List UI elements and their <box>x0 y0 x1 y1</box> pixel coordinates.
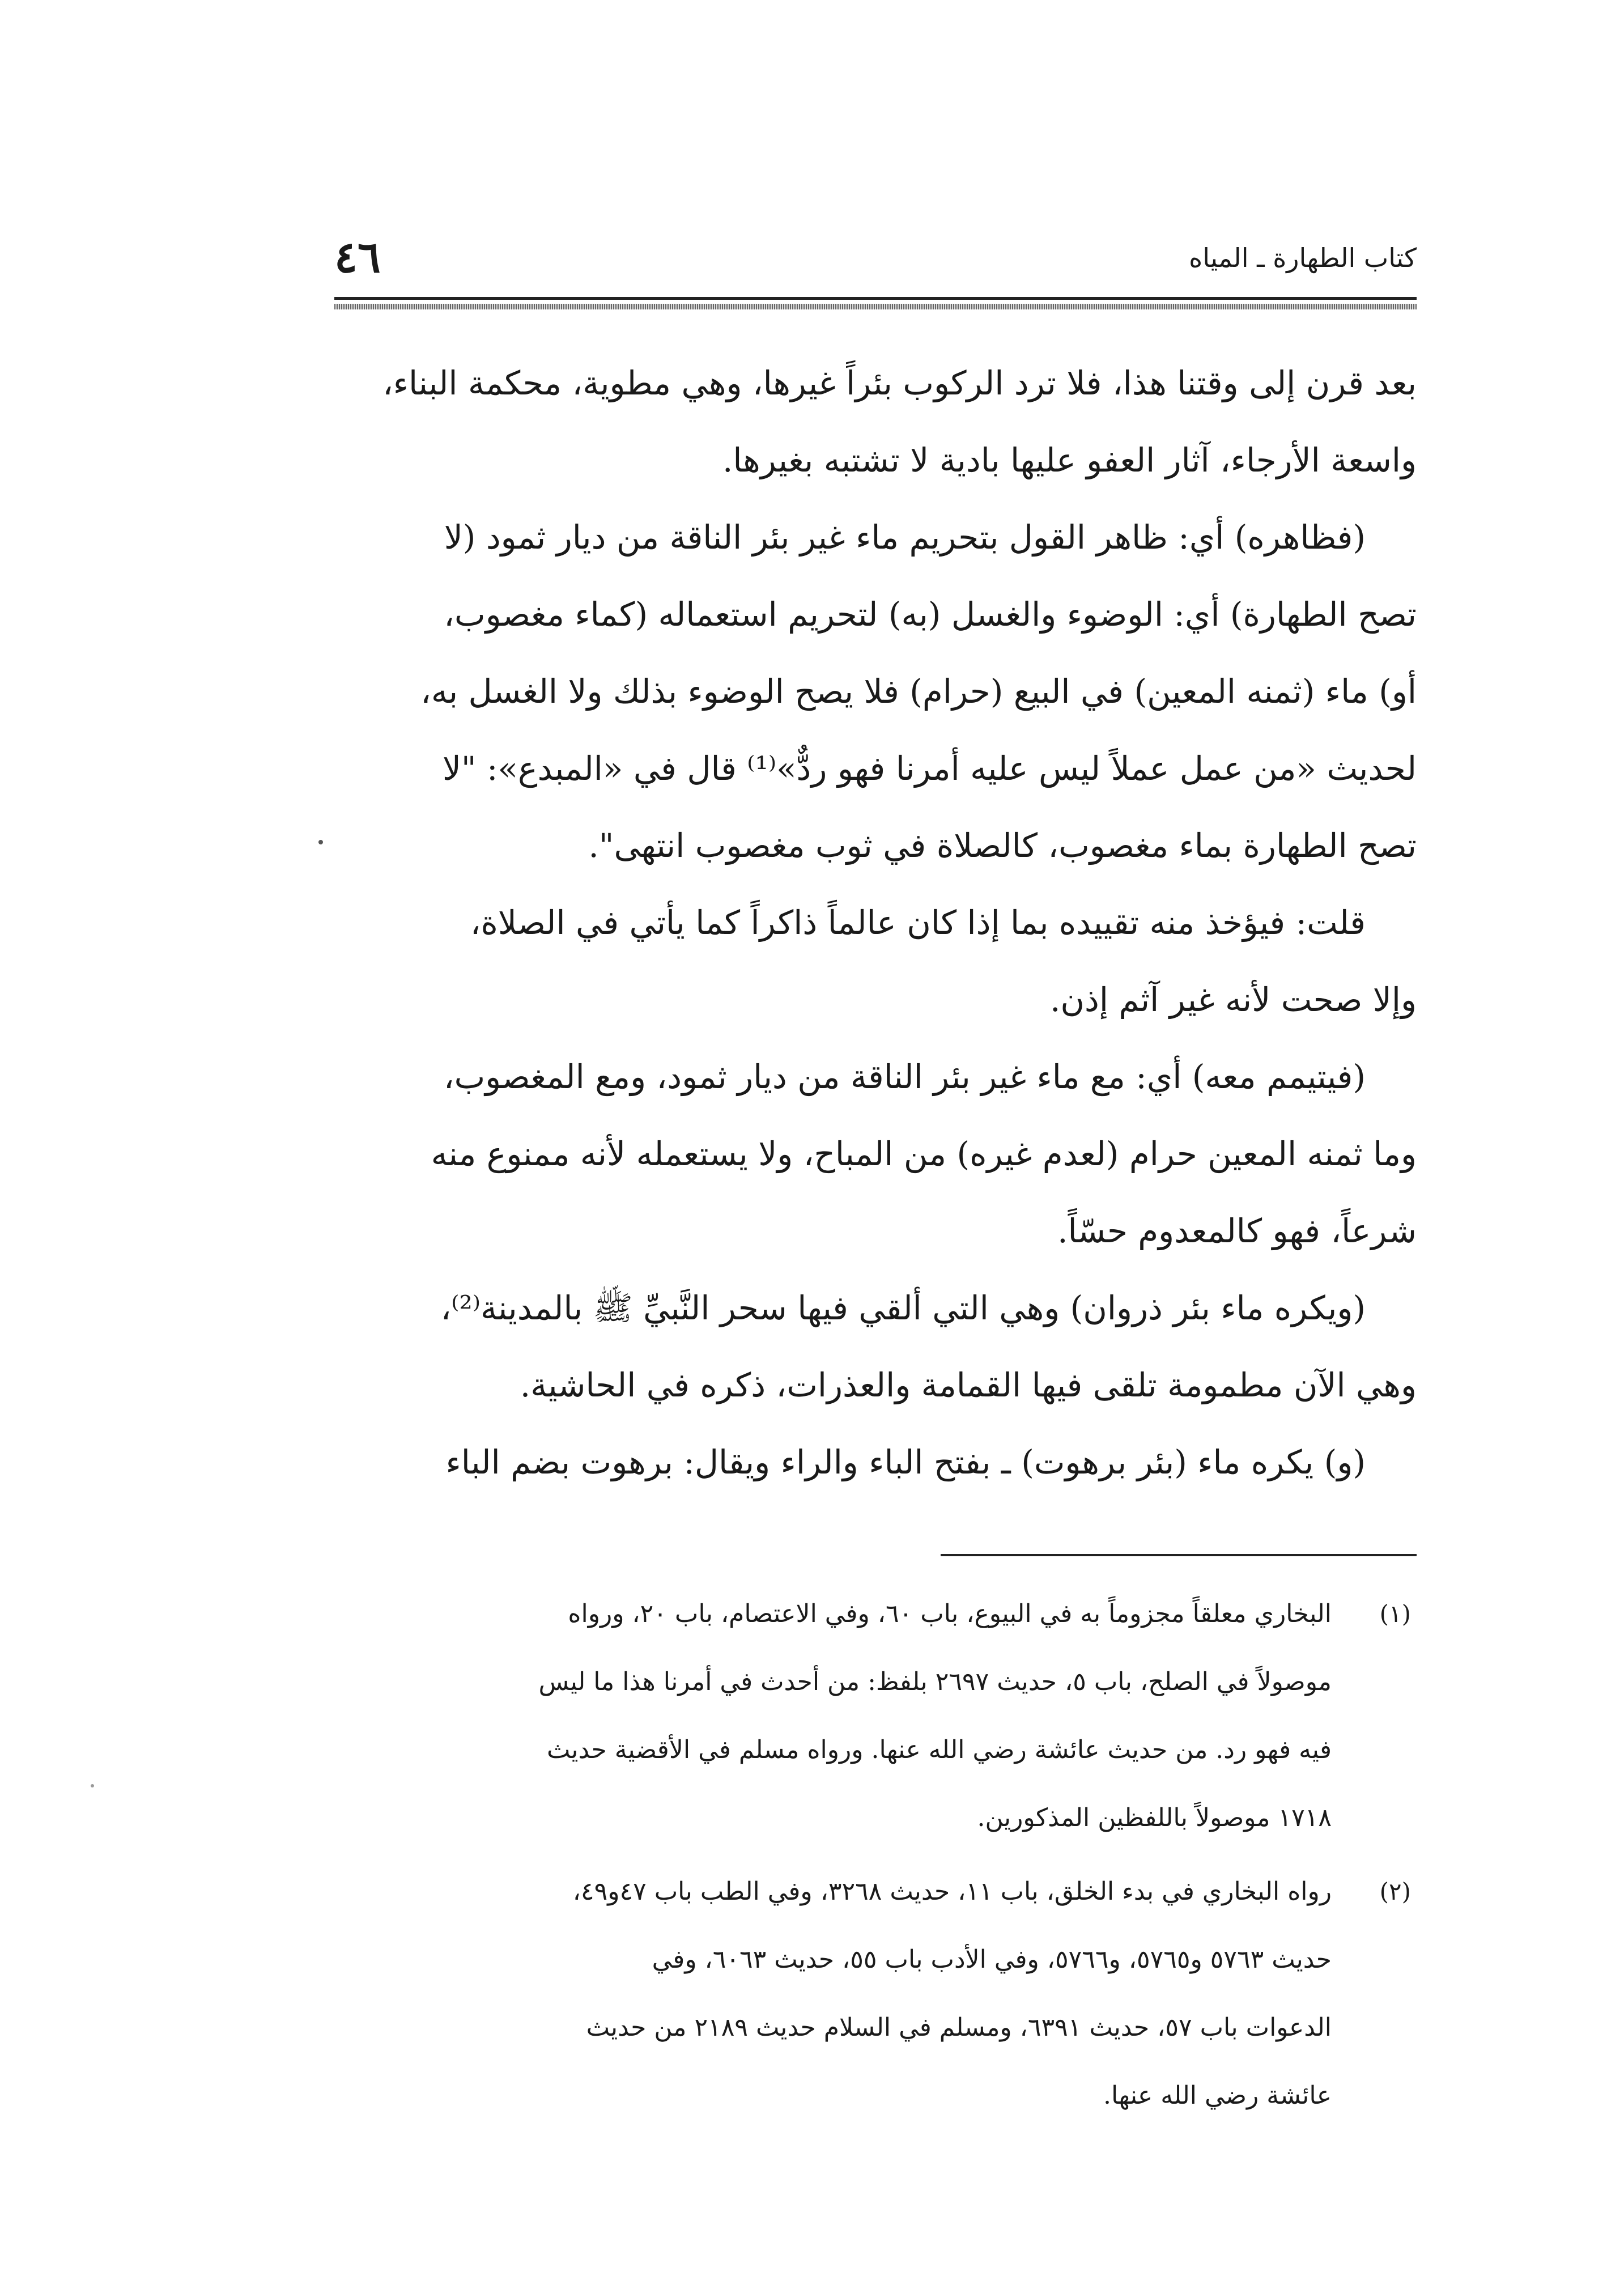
footnote-line: رواه البخاري في بدء الخلق، باب ١١، حديث ٣٢٦٨، وفي الطب باب ٤٧و٤٩، <box>572 1877 1332 1906</box>
footnote-number: (٢) <box>1379 1878 1411 1905</box>
scan-speck <box>318 840 323 844</box>
text-line: (و) يكره ماء (بئر برهوت) ـ بفتح الباء والراء ويقال: برهوت بضم الباء <box>445 1443 1366 1481</box>
text-line: قلت: فيؤخذ منه تقييده بما إذا كان عالماً ذاكراً كما يأتي في الصلاة، <box>470 903 1366 942</box>
page-header <box>334 227 1417 317</box>
text-line: وإلا صحت لأنه غير آثم إذن. <box>1049 980 1417 1019</box>
header-rule <box>334 297 1417 300</box>
text-line: وما ثمنه المعين حرام (لعدم غيره) من المباح، ولا يستعمله لأنه ممنوع منه <box>431 1135 1417 1173</box>
footnote-line: ١٧١٨ موصولاً باللفظين المذكورين. <box>977 1803 1332 1832</box>
text-line: (فيتيمم معه) أي: مع ماء غير بئر الناقة من ديار ثمود، ومع المغصوب، <box>443 1058 1366 1096</box>
footnote-line: عائشة رضي الله عنها. <box>1103 2081 1332 2110</box>
footnote-2 <box>334 1858 1417 2130</box>
header-rule-textured <box>334 304 1417 309</box>
text-line: واسعة الأرجاء، آثار العفو عليها بادية لا تشتبه بغيرها. <box>722 441 1417 479</box>
footnote-line: موصولاً في الصلح، باب ٥، حديث ٢٦٩٧ بلفظ: من أحدث في أمرنا هذا ما ليس <box>538 1667 1332 1696</box>
page-number: ٤٦ <box>334 232 381 282</box>
footnote-separator <box>941 1554 1417 1556</box>
footnote-line: حديث ٥٧٦٣ و٥٧٦٥، و٥٧٦٦، وفي الأدب باب ٥٥، حديث ٦٠٦٣، وفي <box>652 1945 1332 1974</box>
footnote-number: (١) <box>1379 1600 1411 1628</box>
text-line: (فظاهره) أي: ظاهر القول بتحريم ماء غير بئر الناقة من ديار ثمود (لا <box>444 518 1366 557</box>
footnote-line: فيه فهو رد. من حديث عائشة رضي الله عنها. ورواه مسلم في الأقضية حديث <box>547 1735 1332 1764</box>
footnote-1 <box>334 1580 1417 1852</box>
main-text <box>334 345 1417 1501</box>
text-line: شرعاً، فهو كالمعدوم حسّاً. <box>1057 1212 1417 1250</box>
text-line: (ويكره ماء بئر ذروان) وهي التي ألقي فيها سحر النَّبيِّ ﷺ بالمدينة⁽²⁾، <box>440 1289 1366 1327</box>
text-line: أو) ماء (ثمنه المعين) في البيع (حرام) فلا يصح الوضوء بذلك ولا الغسل به، <box>420 672 1417 711</box>
footnote-line: الدعوات باب ٥٧، حديث ٦٣٩١، ومسلم في السلام حديث ٢١٨٩ من حديث <box>586 2013 1332 2042</box>
scan-speck <box>91 1784 94 1787</box>
text-line: تصح الطهارة) أي: الوضوء والغسل (به) لتحريم استعماله (كماء مغصوب، <box>444 595 1417 634</box>
footnote-line: البخاري معلقاً مجزوماً به في البيوع، باب ٦٠، وفي الاعتصام، باب ٢٠، ورواه <box>568 1599 1332 1628</box>
text-line: لحديث «من عمل عملاً ليس عليه أمرنا فهو ردٌّ»⁽¹⁾ قال في «المبدع»: "لا <box>442 749 1417 788</box>
running-title: كتاب الطهارة ـ المياه <box>1189 243 1417 273</box>
footnotes <box>334 1580 1417 2130</box>
text-line: وهي الآن مطمومة تلقى فيها القمامة والعذرات، ذكره في الحاشية. <box>520 1366 1417 1404</box>
text-line: بعد قرن إلى وقتنا هذا، فلا ترد الركوب بئراً غيرها، وهي مطوية، محكمة البناء، <box>382 364 1417 402</box>
text-line: تصح الطهارة بماء مغصوب، كالصلاة في ثوب مغصوب انتهى". <box>588 826 1417 865</box>
